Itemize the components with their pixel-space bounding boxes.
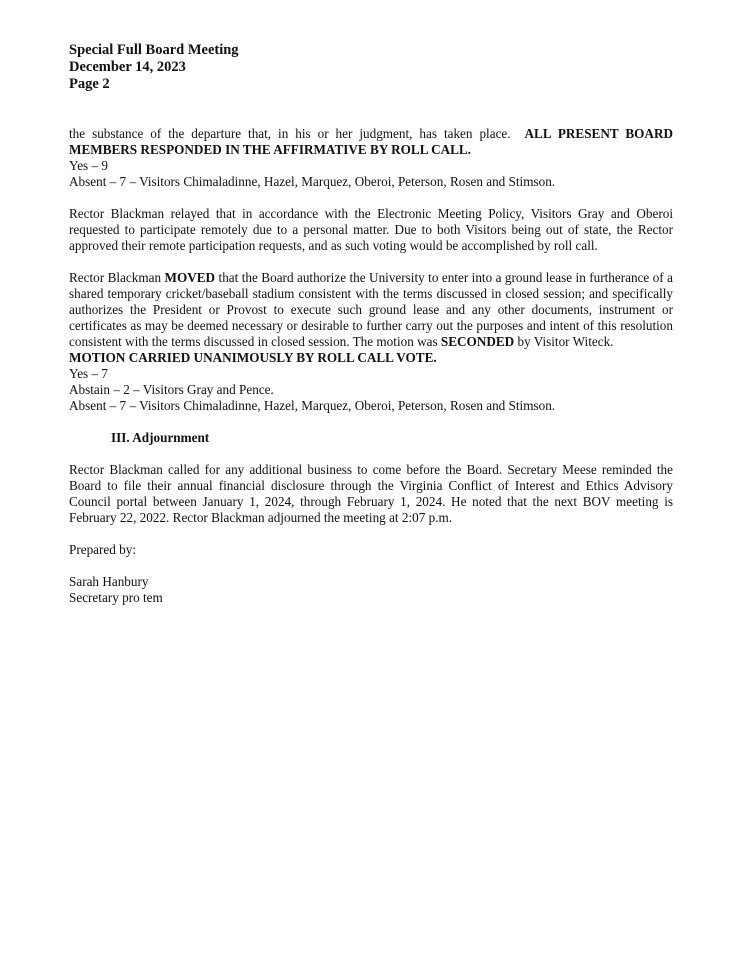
document-body: [69, 126, 673, 606]
vote1-yes: Yes – 9: [69, 158, 108, 173]
motion-carried: MOTION CARRIED UNANIMOUSLY BY ROLL CALL VOTE.: [69, 350, 437, 365]
motion-paragraph: [69, 270, 673, 350]
motion-seconded-by: by Visitor Witeck.: [517, 334, 614, 349]
motion-moved: MOVED: [164, 270, 216, 285]
adjournment-paragraph: Rector Blackman called for any additional business to come before the Board. Secretary Meese reminded the Board to file their annual financial disclosure through the Virginia Conflict of Interest and Ethics Advisory Council portal between January 1, 2024, through February 1, 2024. He noted that the next BOV meeting is February 22, 2022. Rector Blackman adjourned the meeting at 2:07 p.m.: [69, 462, 673, 525]
preparer-name: Sarah Hanbury: [69, 574, 149, 589]
vote1-intro: the substance of the departure that, in his or her judgment, has taken place.: [69, 126, 511, 141]
meeting-title: Special Full Board Meeting: [69, 42, 239, 58]
motion-lead: Rector Blackman: [69, 270, 162, 285]
motion-seconded: SECONDED: [440, 334, 515, 349]
motion-absent: Absent – 7 – Visitors Chimaladinne, Hazel, Marquez, Oberoi, Peterson, Rosen and Stimson.: [69, 398, 556, 413]
vote1-result: ALL PRESENT BOARD MEMBERS RESPONDED IN THE AFFIRMATIVE BY ROLL CALL.: [69, 126, 674, 157]
vote1-absent: Absent – 7 – Visitors Chimaladinne, Hazel, Marquez, Oberoi, Peterson, Rosen and Stimson.: [69, 174, 556, 189]
prepared-by-label: Prepared by:: [69, 542, 137, 557]
adjournment-heading: III. Adjournment: [111, 430, 210, 445]
remote-participation-paragraph: Rector Blackman relayed that in accordance with the Electronic Meeting Policy, Visitors Gray and Oberoi requested to participate remotely due to a personal matter. Due to both Visitors being out of state, the Rector approved their remote participation requests, and as such voting would be accomplished by roll call.: [69, 206, 673, 253]
motion-yes: Yes – 7: [69, 366, 108, 381]
preparer-role: Secretary pro tem: [69, 590, 163, 605]
vote1-paragraph: [69, 126, 673, 158]
page-number: Page 2: [69, 76, 110, 92]
meeting-date: December 14, 2023: [69, 59, 186, 75]
page-header: [69, 42, 239, 93]
motion-text: that the Board authorize the University to enter into a ground lease in furtherance of a shared temporary cricket/baseball stadium consistent with the terms discussed in closed session; and specifically authorizes the President or Provost to execute such ground lease and any other documents, instrument or certificates as may be deemed necessary or desirable to further carry out the purposes and intent of this resolution consistent with the terms discussed in closed session. The motion was: [69, 270, 673, 349]
motion-abstain: Abstain – 2 – Visitors Gray and Pence.: [69, 382, 274, 397]
